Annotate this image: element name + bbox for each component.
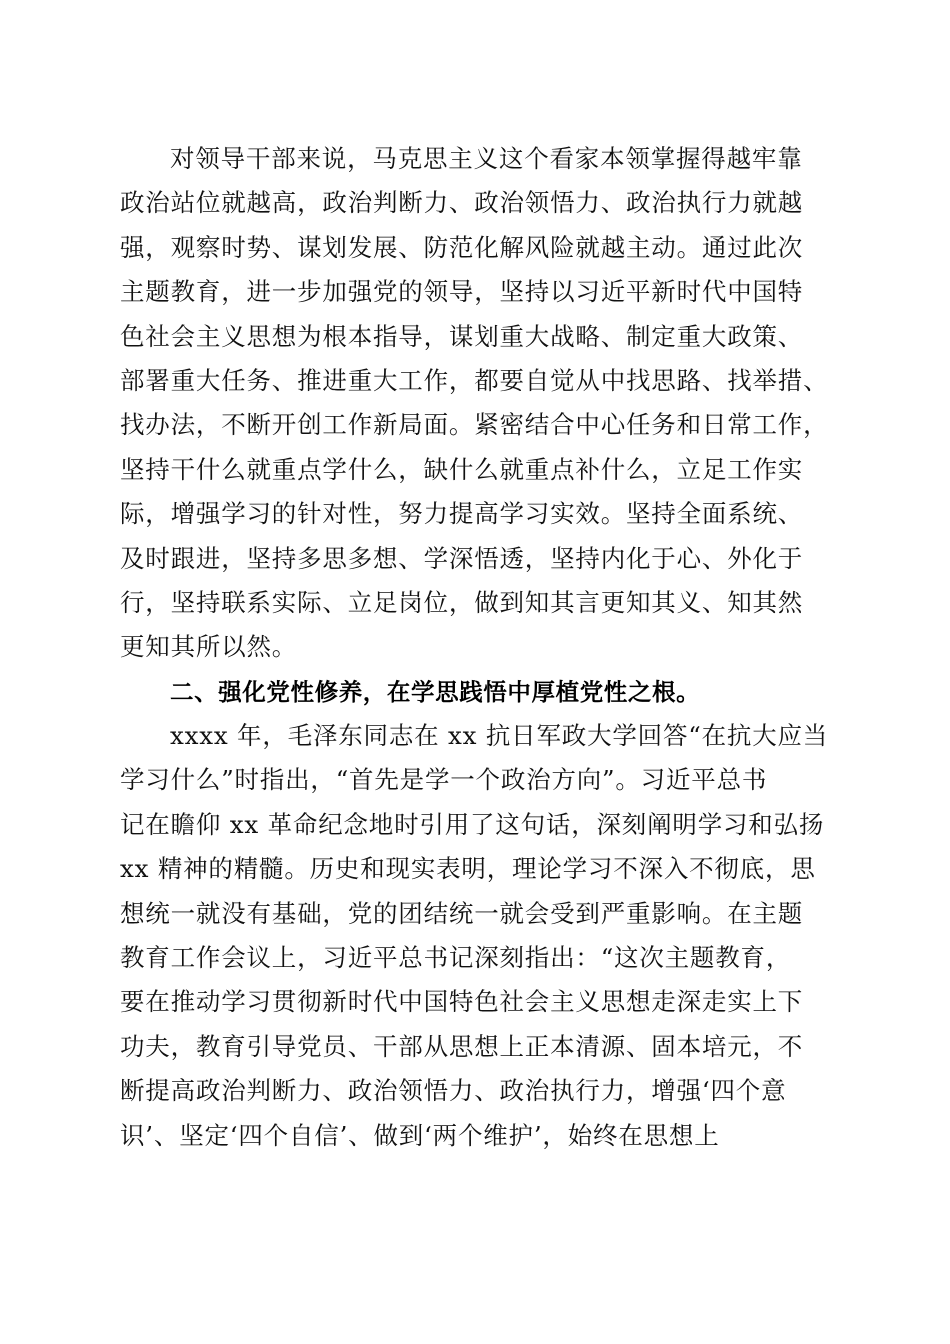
paragraph-1-line: 强，观察时势、谋划发展、防范化解风险就越主动。通过此次: [120, 232, 804, 262]
section-heading: 二、强化党性修养，在学思践悟中厚植党性之根。: [170, 677, 701, 706]
paragraph-1-line: 坚持干什么就重点学什么，缺什么就重点补什么，立足工作实: [120, 454, 804, 484]
paragraph-1-line: 找办法，不断开创工作新局面。紧密结合中心任务和日常工作，: [120, 410, 829, 440]
paragraph-2-line: 记在瞻仰 xx 革命纪念地时引用了这句话，深刻阐明学习和弘扬: [120, 809, 825, 839]
paragraph-2-line: 识’、坚定‘四个自信’、做到‘两个维护’，始终在思想上: [120, 1120, 720, 1150]
paragraph-1: [120, 137, 832, 670]
paragraph-1-line: 更知其所以然。: [120, 632, 298, 662]
paragraph-1-line: 及时跟进，坚持多思多想、学深悟透，坚持内化于心、外化于: [120, 543, 804, 573]
paragraph-1-line: 色社会主义思想为根本指导，谋划重大战略、制定重大政策、: [120, 321, 804, 351]
paragraph-2-line: 教育工作会议上，习近平总书记深刻指出：“这次主题教育，: [120, 943, 792, 973]
paragraph-1-line: 部署重大任务、推进重大工作，都要自觉从中找思路、找举措、: [120, 365, 829, 395]
paragraph-2-line: xxxx 年，毛泽东同志在 xx 抗日军政大学回答“在抗大应当: [170, 721, 829, 751]
paragraph-2-line: 想统一就没有基础，党的团结统一就会受到严重影响。在主题: [120, 898, 804, 928]
paragraph-2-line: 要在推动学习贯彻新时代中国特色社会主义思想走深走实上下: [120, 987, 804, 1017]
paragraph-2-line: 功夫，教育引导党员、干部从思想上正本清源、固本培元，不: [120, 1031, 804, 1061]
paragraph-2: [120, 714, 832, 1158]
paragraph-1-line: 政治站位就越高，政治判断力、政治领悟力、政治执行力就越: [120, 188, 804, 218]
paragraph-2-line: 断提高政治判断力、政治领悟力、政治执行力，增强‘四个意: [120, 1076, 787, 1106]
paragraph-1-line: 对领导干部来说，马克思主义这个看家本领掌握得越牢靠: [170, 144, 803, 173]
paragraph-2-line: 学习什么”时指出，“首先是学一个政治方向”。习近平总书: [120, 765, 768, 795]
paragraph-1-line: 主题教育，进一步加强党的领导，坚持以习近平新时代中国特: [120, 277, 804, 307]
paragraph-2-line: xx 精神的精髓。历史和现实表明，理论学习不深入不彻底，思: [120, 854, 816, 884]
document-body: [120, 137, 832, 1158]
paragraph-1-line: 行，坚持联系实际、立足岗位，做到知其言更知其义、知其然: [120, 587, 804, 617]
paragraph-1-line: 际，增强学习的针对性，努力提高学习实效。坚持全面系统、: [120, 499, 804, 529]
